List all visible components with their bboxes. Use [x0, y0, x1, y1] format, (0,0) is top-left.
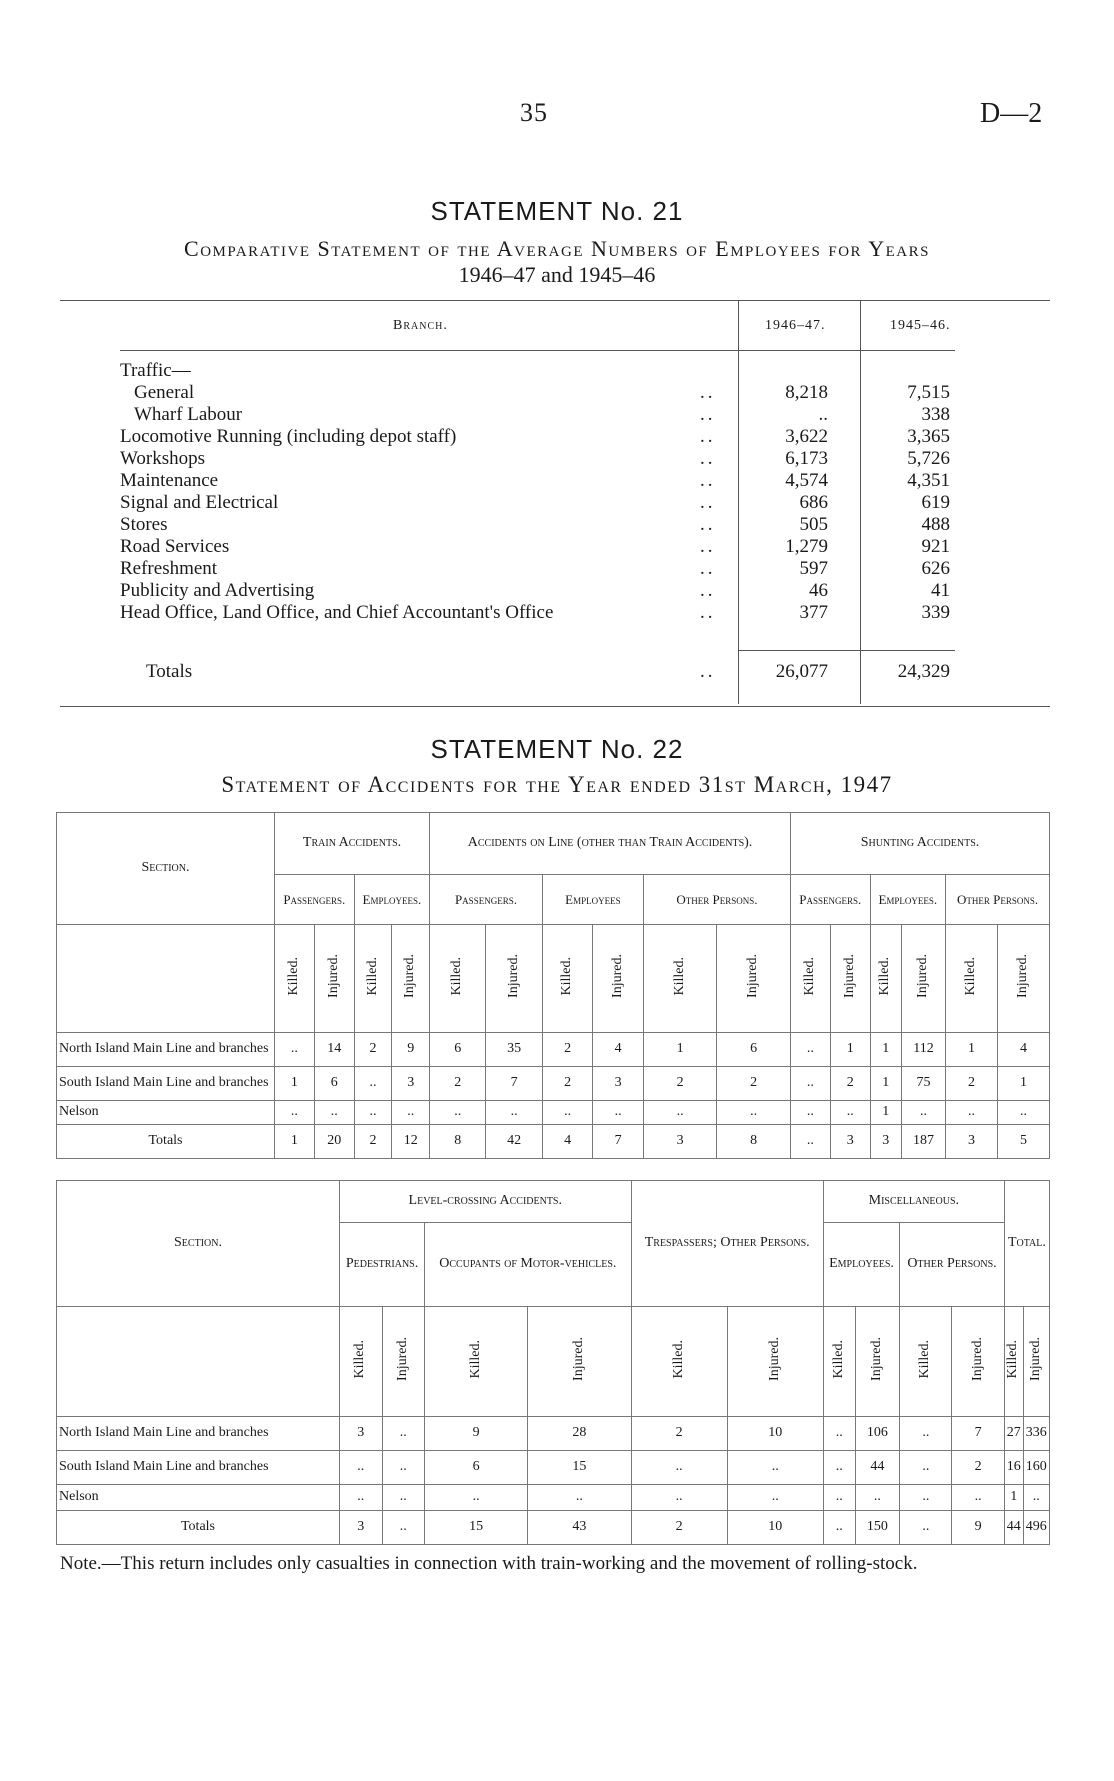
data-cell: 2: [542, 1033, 593, 1067]
data-cell: ..: [790, 1033, 830, 1067]
value-1946-47: 46: [809, 580, 828, 601]
line-accidents-header: Accidents on Line (other than Train Accidents).: [430, 813, 791, 875]
injured-header: [997, 925, 1049, 1033]
total-cell: 3: [870, 1125, 901, 1159]
leader-dots: ..: [700, 382, 716, 403]
branch-label: Refreshment: [120, 558, 218, 579]
data-cell: ..: [593, 1101, 644, 1125]
data-cell: 7: [952, 1417, 1004, 1451]
section-label: South Island Main Line and branches: [57, 1067, 275, 1101]
statement-22-heading: STATEMENT No. 22: [430, 734, 684, 764]
data-cell: 3: [340, 1417, 383, 1451]
data-cell: 27: [1004, 1417, 1023, 1451]
data-cell: 1: [870, 1033, 901, 1067]
killed-header: [631, 1307, 727, 1417]
total-1946-47: 26,077: [775, 661, 828, 682]
leader-dots: ..: [700, 536, 716, 557]
total-cell: 3: [946, 1125, 998, 1159]
data-cell: 1: [870, 1101, 901, 1125]
leader-dots: ..: [700, 492, 716, 513]
level-crossing-header: Level-crossing Accidents.: [340, 1181, 632, 1223]
value-1946-47: 686: [799, 492, 828, 513]
accidents-table-1: [56, 812, 1050, 1159]
injured-header: [717, 925, 791, 1033]
injured-header: [593, 925, 644, 1033]
section-label: Nelson: [57, 1485, 340, 1511]
data-cell: 6: [430, 1033, 486, 1067]
injured-header: [830, 925, 870, 1033]
table-row: [57, 1451, 1050, 1485]
leader-dots: ..: [700, 514, 716, 535]
value-1945-46: 7,515: [907, 382, 950, 403]
total-cell: 12: [392, 1125, 430, 1159]
injured-header: [902, 925, 946, 1033]
killed-header: [340, 1307, 383, 1417]
totals-label: Totals: [146, 661, 193, 682]
data-cell: ..: [727, 1451, 823, 1485]
data-cell: ..: [823, 1485, 855, 1511]
leader-dots: ..: [700, 404, 716, 425]
misc-employees-header: Employees.: [823, 1223, 899, 1307]
accidents-table-2: [56, 1180, 1050, 1545]
subgroup-header: Employees.: [354, 875, 429, 925]
leader-dots: ..: [700, 426, 716, 447]
data-cell: 15: [528, 1451, 631, 1485]
total-cell: 3: [643, 1125, 717, 1159]
data-cell: 44: [855, 1451, 900, 1485]
page-number: 35: [520, 98, 548, 127]
total-cell: ..: [900, 1511, 952, 1545]
col-1945-46-header: 1945–46.: [890, 318, 951, 333]
trespassers-header: Trespassers; Other Persons.: [631, 1181, 823, 1307]
total-cell: 8: [430, 1125, 486, 1159]
value-1945-46: 338: [921, 404, 950, 425]
total-cell: 44: [1004, 1511, 1023, 1545]
subgroup-header: Passengers.: [430, 875, 543, 925]
col-1946-47-header: 1946–47.: [765, 318, 826, 333]
injured-header: [855, 1307, 900, 1417]
data-cell: ..: [382, 1417, 425, 1451]
total-cell: 496: [1023, 1511, 1049, 1545]
branch-label: Head Office, Land Office, and Chief Accountant's Office: [120, 602, 554, 623]
injured-label: Injured.: [745, 954, 761, 999]
total-cell: 8: [717, 1125, 791, 1159]
totals-label: Totals: [57, 1511, 340, 1545]
statement-21-caption-line1: Comparative Statement of the Average Numbers of Employees for Years: [184, 236, 930, 261]
killed-label: Killed.: [671, 956, 687, 996]
data-cell: ..: [631, 1485, 727, 1511]
killed-header: [946, 925, 998, 1033]
killed-header: [275, 925, 315, 1033]
total-cell: 2: [631, 1511, 727, 1545]
table-row: [57, 1067, 1050, 1101]
data-cell: 75: [902, 1067, 946, 1101]
data-cell: ..: [425, 1485, 528, 1511]
rule: [120, 350, 955, 351]
section-label: South Island Main Line and branches: [57, 1451, 340, 1485]
footnote: Note.—This return includes only casualties in connection with train-working and the movement of rolling-stock.: [60, 1553, 918, 1574]
data-cell: 160: [1023, 1451, 1049, 1485]
killed-label: Killed.: [802, 956, 818, 996]
data-cell: ..: [830, 1101, 870, 1125]
data-cell: 2: [631, 1417, 727, 1451]
total-cell: 187: [902, 1125, 946, 1159]
miscellaneous-header: Miscellaneous.: [823, 1181, 1004, 1223]
rule: [739, 650, 955, 651]
data-cell: 2: [946, 1067, 998, 1101]
data-cell: ..: [631, 1451, 727, 1485]
data-cell: 2: [430, 1067, 486, 1101]
killed-header: [790, 925, 830, 1033]
data-cell: ..: [354, 1101, 392, 1125]
injured-label: Injured.: [869, 1337, 885, 1382]
data-cell: 6: [314, 1067, 354, 1101]
branch-label: Wharf Labour: [134, 404, 243, 425]
data-cell: ..: [275, 1033, 315, 1067]
rule: [60, 300, 1050, 301]
injured-header: [392, 925, 430, 1033]
total-cell: 43: [528, 1511, 631, 1545]
occupants-header: Occupants of Motor-vehicles.: [425, 1223, 631, 1307]
branch-label: Stores: [120, 514, 168, 535]
data-cell: 2: [952, 1451, 1004, 1485]
injured-header: [952, 1307, 1004, 1417]
section-label: North Island Main Line and branches: [57, 1417, 340, 1451]
pedestrians-header: Pedestrians.: [340, 1223, 425, 1307]
leader-dots: ..: [700, 580, 716, 601]
injured-label: Injured.: [969, 1337, 985, 1382]
data-cell: ..: [430, 1101, 486, 1125]
train-accidents-header: Train Accidents.: [275, 813, 430, 875]
killed-header: [870, 925, 901, 1033]
shunting-accidents-header: Shunting Accidents.: [790, 813, 1049, 875]
data-cell: ..: [946, 1101, 998, 1125]
data-cell: 2: [354, 1033, 392, 1067]
misc-other-persons-header: Other Persons.: [900, 1223, 1005, 1307]
value-1946-47: 6,173: [785, 448, 828, 469]
subgroup-header: Other Persons.: [643, 875, 790, 925]
killed-label: Killed.: [1005, 1339, 1021, 1379]
data-cell: ..: [542, 1101, 593, 1125]
killed-label: Killed.: [449, 956, 465, 996]
total-cell: 150: [855, 1511, 900, 1545]
value-1946-47: 8,218: [785, 382, 828, 403]
total-cell: ..: [382, 1511, 425, 1545]
data-cell: 9: [425, 1417, 528, 1451]
branch-label: Signal and Electrical: [120, 492, 279, 513]
data-cell: ..: [790, 1101, 830, 1125]
data-cell: 112: [902, 1033, 946, 1067]
section-label: North Island Main Line and branches: [57, 1033, 275, 1067]
data-cell: 1: [1004, 1485, 1023, 1511]
injured-header: [727, 1307, 823, 1417]
data-cell: ..: [790, 1067, 830, 1101]
subgroup-header: Passengers.: [275, 875, 355, 925]
data-cell: 106: [855, 1417, 900, 1451]
data-cell: 9: [392, 1033, 430, 1067]
data-cell: ..: [717, 1101, 791, 1125]
injured-label: Injured.: [841, 954, 857, 999]
total-header: Total.: [1004, 1181, 1049, 1307]
branch-label: Publicity and Advertising: [120, 580, 315, 601]
data-cell: 1: [997, 1067, 1049, 1101]
data-cell: 1: [870, 1067, 901, 1101]
branch-label: Locomotive Running (including depot staff): [120, 426, 457, 447]
data-cell: ..: [392, 1101, 430, 1125]
killed-label: Killed.: [286, 956, 302, 996]
killed-header: [643, 925, 717, 1033]
data-cell: ..: [340, 1485, 383, 1511]
total-cell: 20: [314, 1125, 354, 1159]
data-cell: ..: [486, 1101, 542, 1125]
injured-label: Injured.: [915, 954, 931, 999]
value-1945-46: 619: [921, 492, 950, 513]
killed-header: [425, 1307, 528, 1417]
subgroup-header: Other Persons.: [946, 875, 1050, 925]
subgroup-header: Employees: [542, 875, 643, 925]
data-cell: 10: [727, 1417, 823, 1451]
value-1945-46: 3,365: [907, 426, 950, 447]
total-cell: 7: [593, 1125, 644, 1159]
injured-label: Injured.: [505, 954, 521, 999]
injured-header: [486, 925, 542, 1033]
data-cell: ..: [382, 1451, 425, 1485]
total-cell: 5: [997, 1125, 1049, 1159]
injured-header: [1023, 1307, 1049, 1417]
subgroup-header: Employees.: [870, 875, 945, 925]
statement-21-caption-line2: 1946–47 and 1945–46: [458, 262, 656, 287]
killed-header: [542, 925, 593, 1033]
data-cell: 2: [643, 1067, 717, 1101]
data-cell: 4: [997, 1033, 1049, 1067]
table-row: [57, 1033, 1050, 1067]
data-cell: 6: [717, 1033, 791, 1067]
value-1946-47: 505: [799, 514, 828, 535]
total-cell: 9: [952, 1511, 1004, 1545]
data-cell: ..: [1023, 1485, 1049, 1511]
killed-header: [823, 1307, 855, 1417]
killed-label: Killed.: [830, 1339, 846, 1379]
data-cell: ..: [340, 1451, 383, 1485]
data-cell: 3: [593, 1067, 644, 1101]
killed-label: Killed.: [559, 956, 575, 996]
value-1946-47: 597: [799, 558, 828, 579]
value-1945-46: 41: [931, 580, 950, 601]
total-cell: 2: [354, 1125, 392, 1159]
blank-cell: [57, 925, 275, 1033]
data-cell: 2: [717, 1067, 791, 1101]
data-cell: 7: [486, 1067, 542, 1101]
table-row: [57, 1417, 1050, 1451]
value-1946-47: 4,574: [785, 470, 828, 491]
branch-label: General: [134, 382, 195, 403]
branch-label: Traffic—: [120, 360, 191, 381]
data-cell: 1: [643, 1033, 717, 1067]
data-cell: 28: [528, 1417, 631, 1451]
killed-label: Killed.: [467, 1339, 483, 1379]
killed-header: [900, 1307, 952, 1417]
leader-dots: ..: [700, 448, 716, 469]
leader-dots: ..: [700, 602, 716, 623]
data-cell: ..: [528, 1485, 631, 1511]
data-cell: 1: [275, 1067, 315, 1101]
statement-22-caption: Statement of Accidents for the Year ended 31st March, 1947: [221, 772, 893, 797]
statement-21-heading: STATEMENT No. 21: [430, 196, 684, 226]
killed-header: [1004, 1307, 1023, 1417]
value-1945-46: 339: [921, 602, 950, 623]
value-1946-47: 1,279: [785, 536, 828, 557]
table-row: [57, 1485, 1050, 1511]
killed-label: Killed.: [877, 956, 893, 996]
total-cell: 3: [830, 1125, 870, 1159]
data-cell: 1: [830, 1033, 870, 1067]
page-reference: D—2: [980, 98, 1043, 129]
data-cell: 35: [486, 1033, 542, 1067]
data-cell: ..: [855, 1485, 900, 1511]
injured-label: Injured.: [402, 954, 418, 999]
data-cell: ..: [900, 1451, 952, 1485]
total-cell: 3: [340, 1511, 383, 1545]
col-branch-header: Branch.: [393, 318, 448, 333]
leader-dots: ..: [700, 470, 716, 491]
data-cell: ..: [354, 1067, 392, 1101]
injured-label: Injured.: [1015, 954, 1031, 999]
total-cell: ..: [823, 1511, 855, 1545]
killed-header: [354, 925, 392, 1033]
rule: [60, 706, 1050, 707]
value-1946-47: 3,622: [785, 426, 828, 447]
branch-label: Workshops: [120, 448, 206, 469]
data-cell: 336: [1023, 1417, 1049, 1451]
section-header: Section.: [57, 813, 275, 925]
data-cell: ..: [900, 1485, 952, 1511]
injured-label: Injured.: [325, 954, 341, 999]
total-cell: ..: [790, 1125, 830, 1159]
data-cell: ..: [727, 1485, 823, 1511]
value-1945-46: 626: [921, 558, 950, 579]
injured-header: [382, 1307, 425, 1417]
column-divider: [860, 300, 861, 704]
data-cell: 3: [392, 1067, 430, 1101]
injured-header: [528, 1307, 631, 1417]
injured-label: Injured.: [609, 954, 625, 999]
injured-label: Injured.: [1027, 1337, 1043, 1382]
total-1945-46: 24,329: [897, 661, 950, 682]
data-cell: ..: [643, 1101, 717, 1125]
value-1945-46: 4,351: [907, 470, 950, 491]
totals-label: Totals: [57, 1125, 275, 1159]
blank-cell: [57, 1307, 340, 1417]
total-cell: 42: [486, 1125, 542, 1159]
data-cell: ..: [275, 1101, 315, 1125]
data-cell: ..: [823, 1417, 855, 1451]
data-cell: ..: [997, 1101, 1049, 1125]
subgroup-header: Passengers.: [790, 875, 870, 925]
branch-label: Maintenance: [120, 470, 219, 491]
data-cell: 6: [425, 1451, 528, 1485]
section-header: Section.: [57, 1181, 340, 1307]
totals-row: [57, 1511, 1050, 1545]
data-cell: ..: [382, 1485, 425, 1511]
value-1946-47: 377: [799, 602, 828, 623]
data-cell: 14: [314, 1033, 354, 1067]
data-cell: ..: [902, 1101, 946, 1125]
total-cell: 1: [275, 1125, 315, 1159]
injured-label: Injured.: [766, 1337, 782, 1382]
data-cell: 1: [946, 1033, 998, 1067]
killed-header: [430, 925, 486, 1033]
leader-dots: ..: [700, 558, 716, 579]
data-cell: ..: [314, 1101, 354, 1125]
data-cell: 4: [593, 1033, 644, 1067]
data-cell: 2: [542, 1067, 593, 1101]
data-cell: 2: [830, 1067, 870, 1101]
total-cell: 10: [727, 1511, 823, 1545]
total-cell: 15: [425, 1511, 528, 1545]
value-1946-47: ..: [818, 404, 828, 425]
column-divider: [738, 300, 739, 704]
value-1945-46: 488: [921, 514, 950, 535]
value-1945-46: 921: [921, 536, 950, 557]
table-row: [57, 1101, 1050, 1125]
killed-label: Killed.: [917, 1339, 933, 1379]
killed-label: Killed.: [364, 956, 380, 996]
killed-label: Killed.: [963, 956, 979, 996]
totals-row: [57, 1125, 1050, 1159]
data-cell: ..: [823, 1451, 855, 1485]
killed-label: Killed.: [352, 1339, 368, 1379]
leader-dots: ..: [700, 661, 716, 682]
branch-label: Road Services: [120, 536, 230, 557]
value-1945-46: 5,726: [907, 448, 950, 469]
data-cell: 16: [1004, 1451, 1023, 1485]
injured-header: [314, 925, 354, 1033]
section-label: Nelson: [57, 1101, 275, 1125]
injured-label: Injured.: [571, 1337, 587, 1382]
injured-label: Injured.: [394, 1337, 410, 1382]
data-cell: ..: [952, 1485, 1004, 1511]
data-cell: ..: [900, 1417, 952, 1451]
killed-label: Killed.: [670, 1339, 686, 1379]
total-cell: 4: [542, 1125, 593, 1159]
